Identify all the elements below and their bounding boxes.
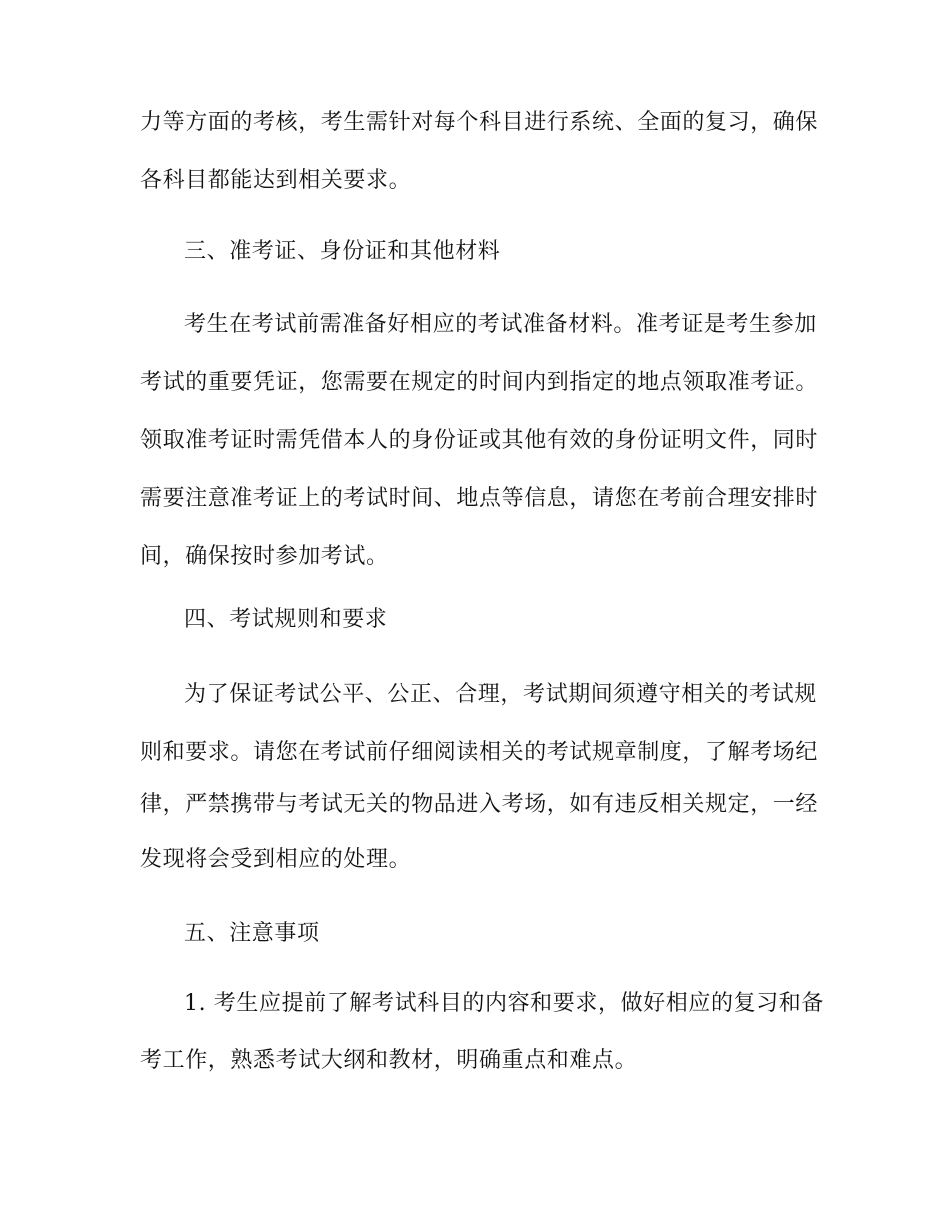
paragraph-line: 领取准考证时需凭借本人的身份证或其他有效的身份证明文件，同时 (140, 428, 819, 453)
paragraph-line: 考试的重要凭证，您需要在规定的时间内到指定的地点领取准考证。 (140, 370, 819, 395)
paragraph-line: 发现将会受到相应的处理。 (140, 847, 412, 872)
paragraph-line: 各科目都能达到相关要求。 (140, 168, 412, 193)
paragraph-line: 律，严禁携带与考试无关的物品进入考场，如有违反相关规定，一经 (140, 792, 819, 817)
section-heading: 四、考试规则和要求 (184, 607, 388, 632)
paragraph-line: 需要注意准考证上的考试时间、地点等信息，请您在考前合理安排时 (140, 486, 819, 511)
paragraph-line: 为了保证考试公平、公正、合理，考试期间须遵守相关的考试规 (184, 682, 817, 707)
paragraph-line: 则和要求。请您在考试前仔细阅读相关的考试规章制度，了解考场纪 (140, 740, 819, 765)
section-heading: 五、注意事项 (184, 921, 320, 946)
list-item-line: 考工作，熟悉考试大纲和教材，明确重点和难点。 (140, 1048, 638, 1073)
paragraph-line: 间，确保按时参加考试。 (140, 544, 389, 569)
section-heading: 三、准考证、身份证和其他材料 (184, 239, 501, 264)
paragraph-line: 力等方面的考核，考生需针对每个科目进行系统、全面的复习，确保 (140, 110, 819, 135)
list-item-line: 1. 考生应提前了解考试科目的内容和要求，做好相应的复习和备 (184, 991, 824, 1016)
paragraph-line: 考生在考试前需准备好相应的考试准备材料。准考证是考生参加 (184, 312, 817, 337)
